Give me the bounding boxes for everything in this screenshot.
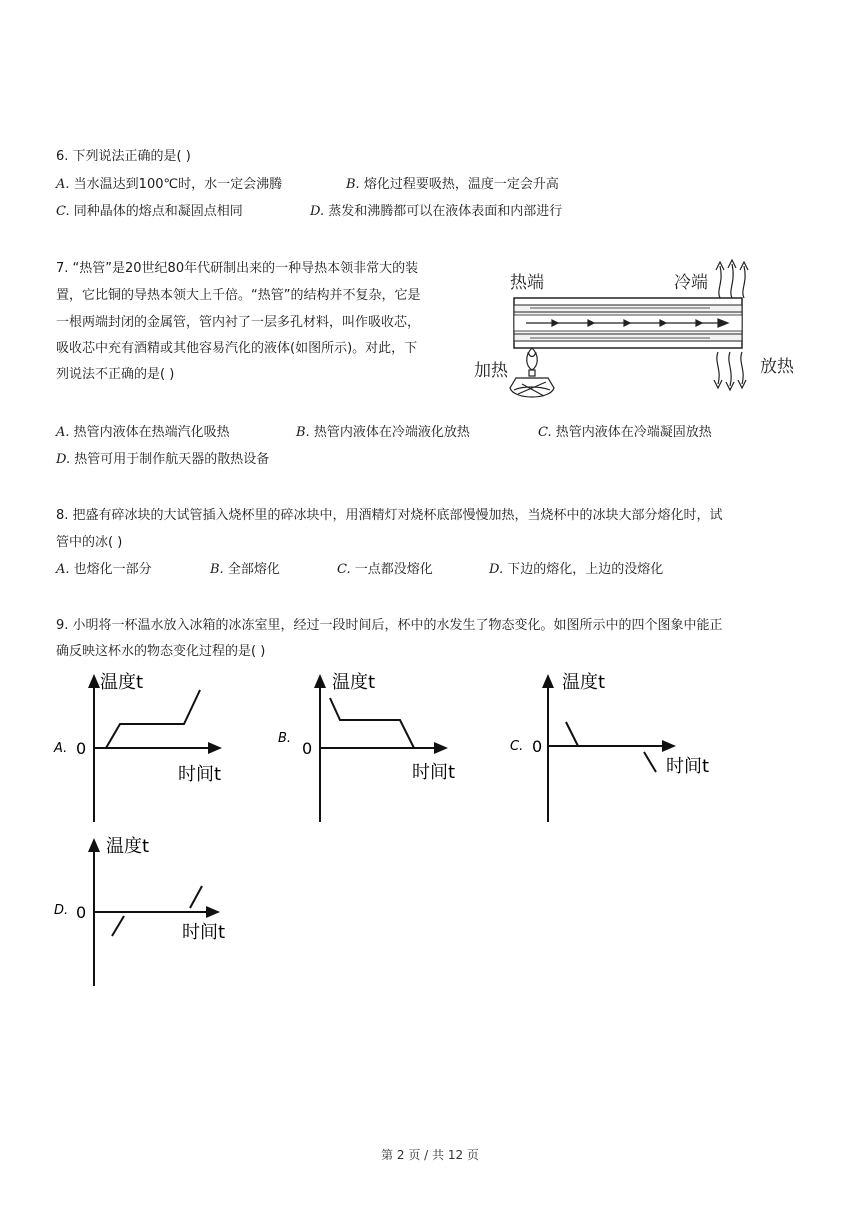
alcohol-lamp-icon [510, 348, 554, 397]
graph-d-curve-1 [112, 916, 124, 936]
q7-option-b: B. 热管内液体在冷端液化放热 [296, 425, 470, 440]
graph-d-xlabel: 时间t [182, 922, 226, 943]
graph-c-ylabel: 温度t [562, 672, 606, 693]
hot-end-label: 热端 [510, 273, 544, 293]
q7-option-a: A. 热管内液体在热端汽化吸热 [56, 425, 230, 440]
q8-option-c: C. 一点都没熔化 [337, 562, 433, 577]
graph-d-curve-2 [190, 886, 202, 908]
q7-stem-line-1: 7. “热管”是20世纪80年代研制出来的一种导热本领非常大的装 [56, 261, 419, 276]
release-label: 放热 [760, 357, 794, 377]
q8-option-b: B. 全部熔化 [210, 562, 280, 577]
heat-pipe [514, 298, 742, 348]
graph-a-xlabel: 时间t [178, 764, 222, 785]
q6-option-d: D. 蒸发和沸腾都可以在液体表面和内部进行 [310, 204, 563, 219]
graph-c-origin: 0 [532, 737, 543, 756]
graph-c-curve-2 [644, 752, 656, 772]
q7-option-d: D. 热管可用于制作航天器的散热设备 [56, 452, 270, 467]
released-heat-arrows [714, 352, 746, 390]
q8-stem-line-2: 管中的冰( ) [56, 535, 123, 550]
graph-b-curve [330, 698, 414, 748]
page-footer: 第 2 页 / 共 12 页 [381, 1148, 479, 1162]
q7-stem-line-2: 置，它比铜的导热本领大上千倍。“热管”的结构并不复杂，它是 [56, 288, 421, 303]
graph-d [50, 832, 260, 992]
graph-b-ylabel: 温度t [332, 672, 376, 693]
q6-option-c: C. 同种晶体的熔点和凝固点相同 [56, 204, 243, 219]
graph-c [508, 668, 728, 828]
heating-label: 加热 [474, 361, 508, 381]
graph-c-xlabel: 时间t [666, 756, 710, 777]
graph-a-origin: 0 [76, 739, 87, 758]
q7-option-c: C. 热管内液体在冷端凝固放热 [538, 425, 712, 440]
q7-stem-line-4: 吸收芯中充有酒精或其他容易汽化的液体(如图所示)。对此，下 [56, 341, 418, 356]
graph-b-origin: 0 [302, 739, 313, 758]
q7-stem-line-5: 列说法不正确的是( ) [56, 367, 175, 382]
q9-stem-line-2: 确反映这杯水的物态变化过程的是( ) [56, 644, 266, 659]
graph-b-xlabel: 时间t [412, 762, 456, 783]
cold-end-label: 冷端 [674, 273, 708, 293]
q8-stem-line-1: 8. 把盛有碎冰块的大试管插入烧杯里的碎冰块中，用酒精灯对烧杯底部慢慢加热，当烧杯中的冰块大部分熔化时，试 [56, 508, 723, 523]
q6-stem: 6. 下列说法正确的是( ) [56, 149, 191, 164]
q8-option-d: D. 下边的熔化，上边的没熔化 [489, 562, 664, 577]
graph-d-origin: 0 [76, 903, 87, 922]
rising-heat-arrows [716, 260, 748, 298]
q6-option-a: A. 当水温达到100℃时，水一定会沸腾 [56, 177, 283, 192]
graph-a-ylabel: 温度t [100, 672, 144, 693]
graph-a-letter: A. [54, 741, 68, 756]
q7-stem-line-3: 一根两端封闭的金属管，管内衬了一层多孔材料，叫作吸收芯， [56, 315, 421, 330]
q6-option-b: B. 熔化过程要吸热，温度一定会升高 [346, 177, 559, 192]
q8-option-a: A. 也熔化一部分 [56, 562, 152, 577]
graph-b [276, 668, 476, 828]
graph-c-curve-1 [566, 722, 578, 746]
graph-d-letter: D. [54, 903, 69, 918]
q9-stem-line-1: 9. 小明将一杯温水放入冰箱的冰冻室里，经过一段时间后，杯中的水发生了物态变化。如图所示中的四个图象中能正 [56, 618, 723, 633]
graph-a [50, 668, 250, 828]
graph-c-letter: C. [510, 739, 524, 754]
graph-b-letter: B. [278, 731, 292, 746]
heat-pipe-figure [470, 252, 810, 412]
graph-a-curve [106, 690, 200, 748]
graph-d-ylabel: 温度t [106, 836, 150, 857]
